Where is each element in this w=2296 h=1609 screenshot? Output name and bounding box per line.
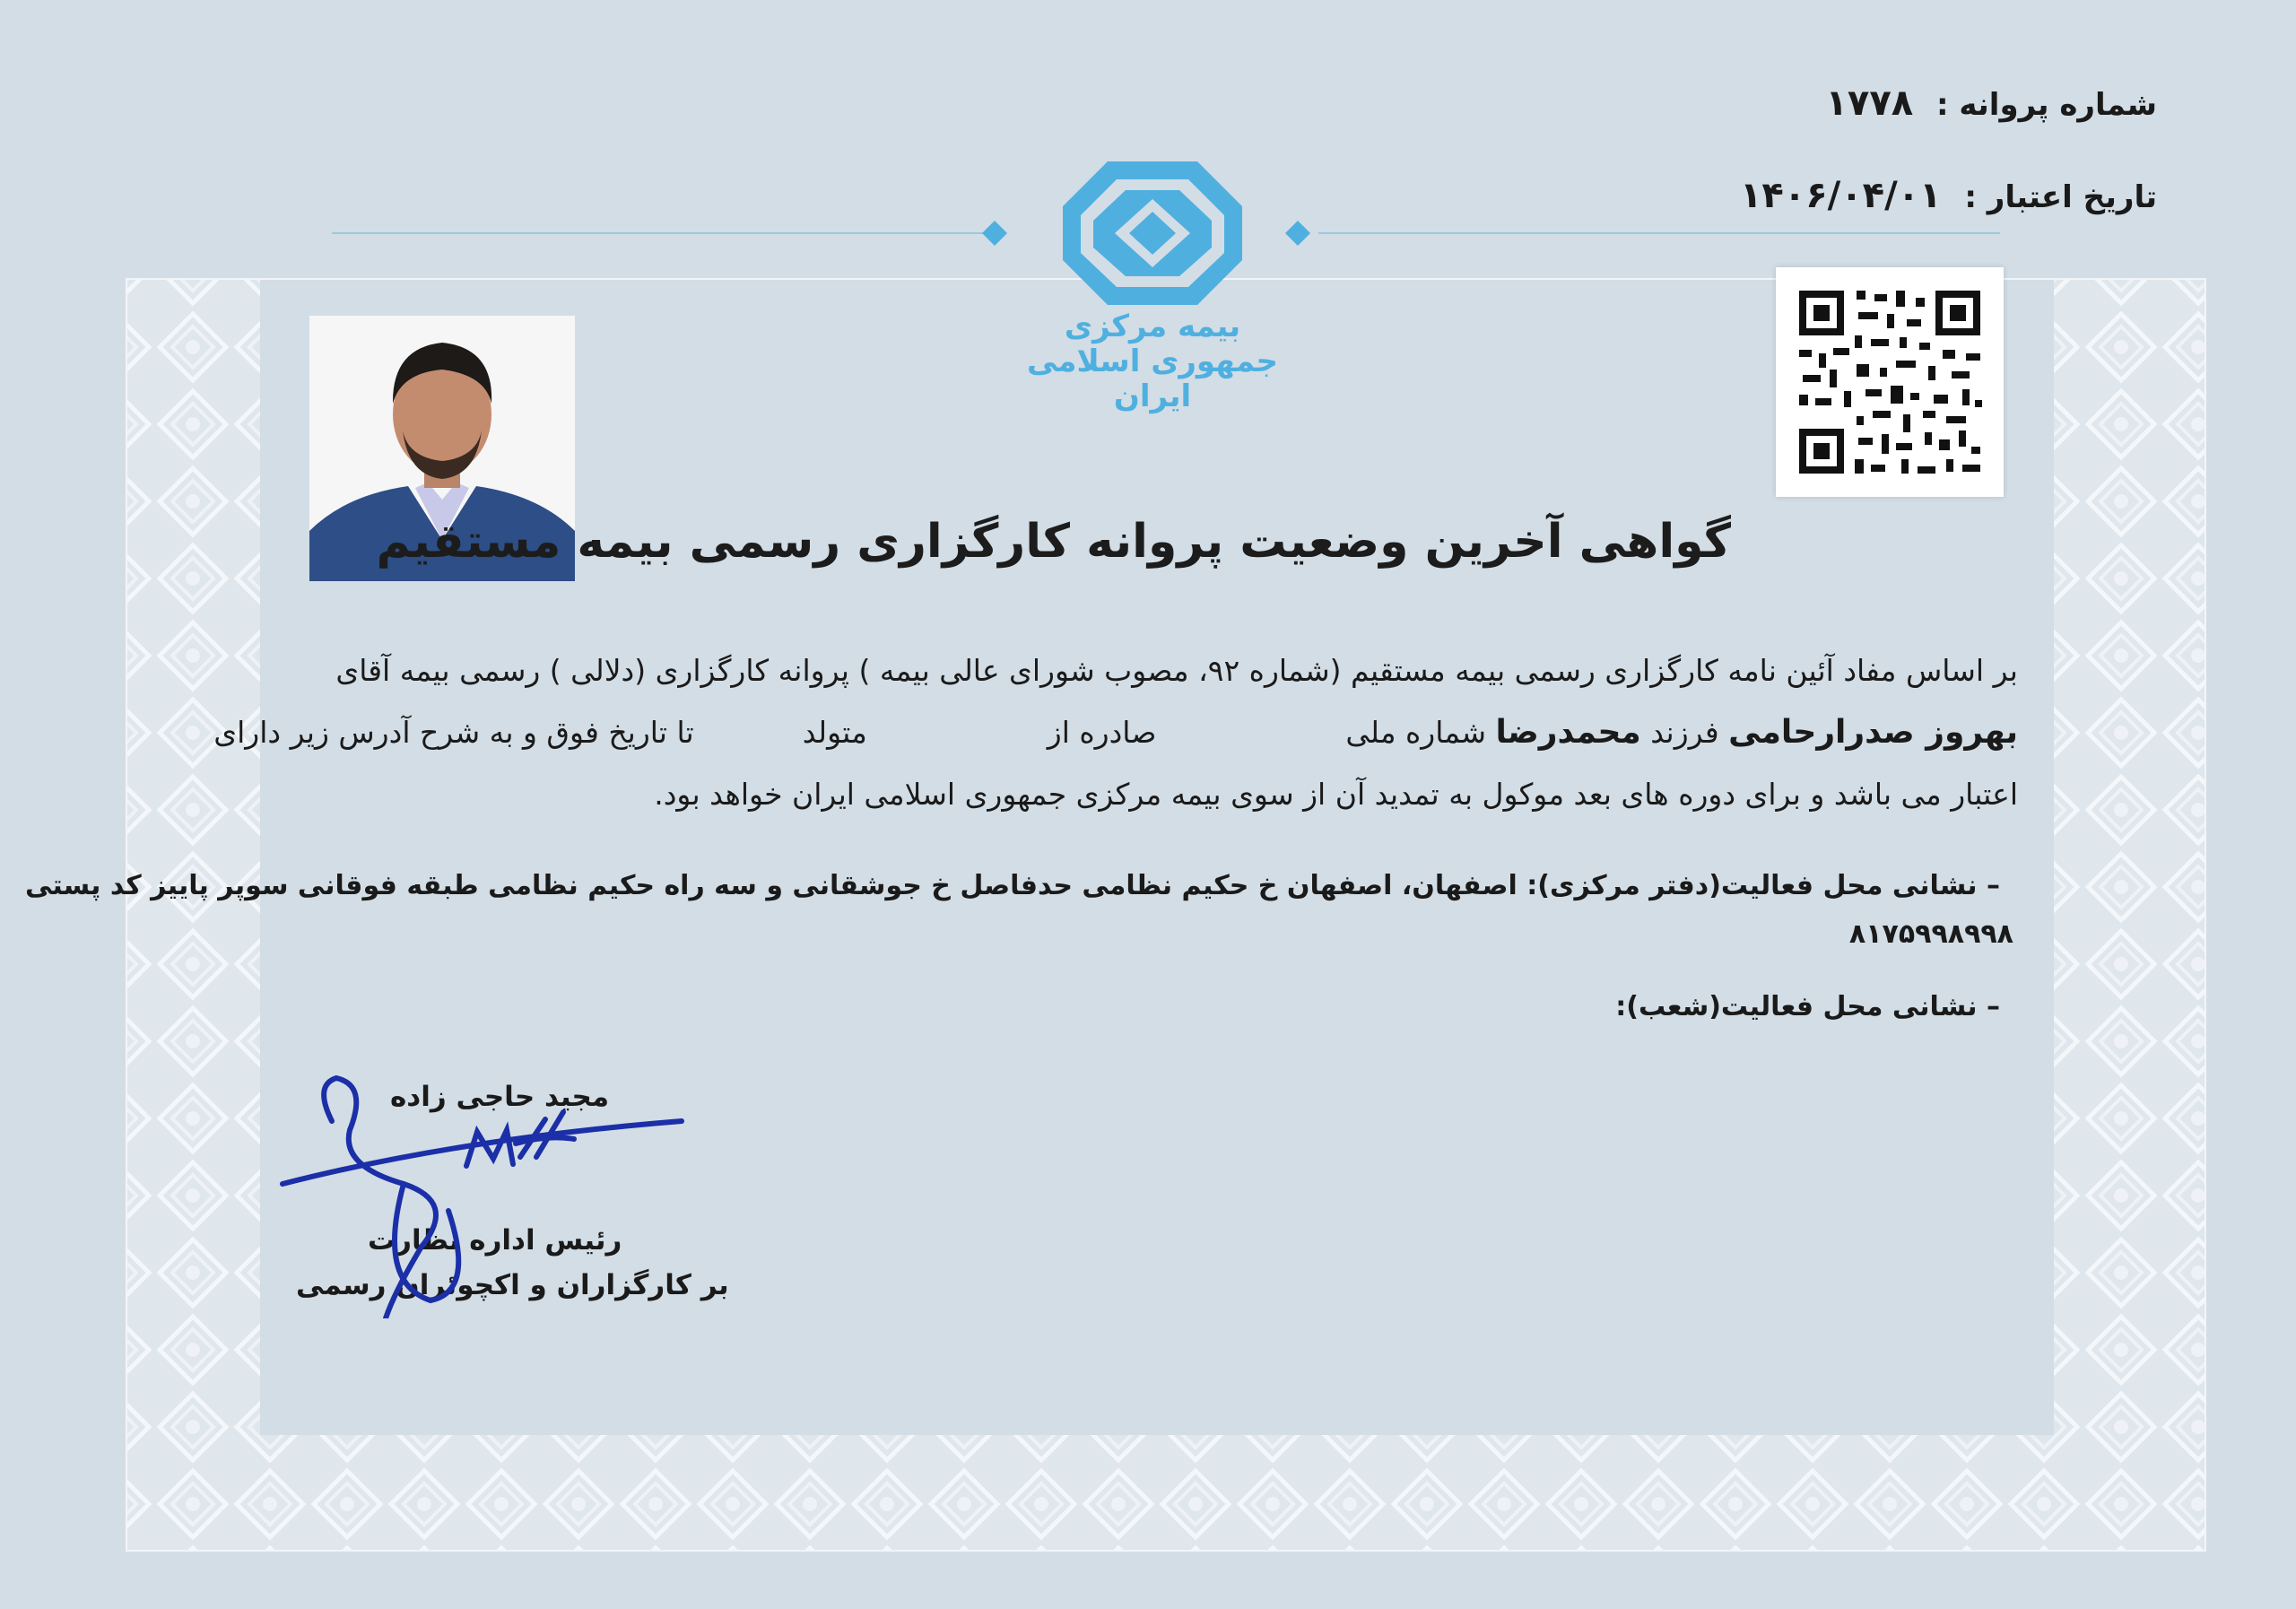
- validity-date-label: تاریخ اعتبار :: [1964, 179, 2157, 215]
- qr-code[interactable]: [1776, 267, 2004, 497]
- license-number-label: شماره پروانه :: [1935, 87, 2157, 123]
- holder-name: بهروز صدرارحامی: [1728, 714, 2018, 751]
- issued-from-label: صادره از: [1047, 715, 1157, 750]
- qr-code-icon: [1776, 267, 2004, 497]
- child-of-label: فرزند: [1650, 715, 1719, 750]
- signatory-title-2: بر کارگزاران و اکچوئران رسمی: [296, 1269, 729, 1301]
- signatory-title-1: رئیس اداره نظارت: [368, 1224, 622, 1257]
- logo-line-1: بیمه مرکزی: [1064, 309, 1241, 344]
- validity-date-value: ۱۴۰۶/۰۴/۰۱: [1740, 175, 1942, 216]
- branch-address: [242, 991, 2000, 1022]
- main-office-value: اصفهان، اصفهان خ حکیم نظامی حدفاصل خ جوشقانی و سه راه حکیم نظامی طبقه فوقانی سوپر پاییز کد پستی: [25, 870, 1518, 901]
- certificate-title: گواهی آخرین وضعیت پروانه کارگزاری رسمی بیمه مستقیم: [376, 515, 1731, 569]
- license-number-value: ۱۷۷۸: [1825, 83, 1914, 124]
- validity-date-field: [1740, 175, 2157, 216]
- main-office-address: [25, 870, 2000, 901]
- body-line-2: [213, 714, 2018, 751]
- signatory-name: مجید حاجی زاده: [390, 1081, 610, 1113]
- father-name: محمدرضا: [1495, 714, 1641, 751]
- branch-label: – نشانی محل فعالیت(شعب):: [1615, 991, 2000, 1022]
- born-label: متولد: [802, 715, 867, 750]
- body-line-1: بر اساس مفاد آئین نامه کارگزاری رسمی بیمه مستقیم (شماره ۹۲، مصوب شورای عالی بیمه ) پروانه کارگزاری (دلالی ) رسمی بیمه آقای: [335, 653, 2018, 688]
- body-line-3: اعتبار می باشد و برای دوره های بعد موکول به تمدید آن از سوی بیمه مرکزی جمهوری اسلامی ایران خواهد بود.: [654, 777, 2018, 812]
- signature-icon: [278, 1067, 700, 1318]
- logo-caption: [991, 309, 1314, 414]
- license-number-field: [1825, 83, 2157, 124]
- logo-line-2: جمهوری اسلامی ایران: [1027, 344, 1278, 415]
- postal-code: ۸۱۷۵۹۹۸۹۹۸: [1848, 918, 2013, 950]
- body-line-2-end: تا تاریخ فوق و به شرح آدرس زیر دارای: [213, 715, 694, 750]
- main-office-label: – نشانی محل فعالیت(دفتر مرکزی):: [1526, 870, 2000, 901]
- central-insurance-logo-icon: [982, 152, 1323, 309]
- national-id-label: شماره ملی: [1345, 715, 1486, 750]
